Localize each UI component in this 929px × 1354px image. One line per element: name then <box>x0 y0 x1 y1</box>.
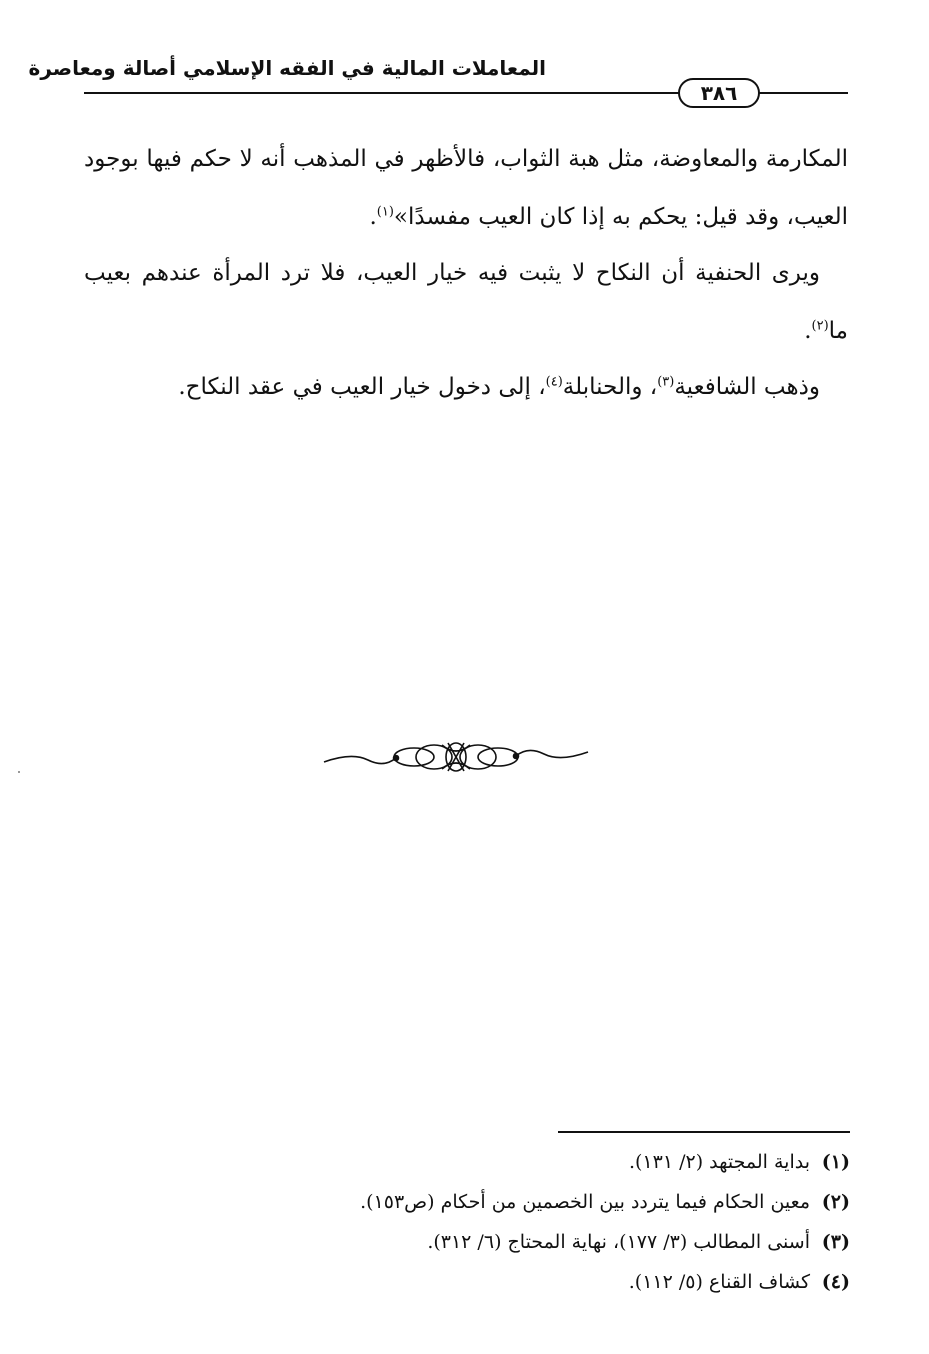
footnote-ref-4[interactable]: (٤) <box>545 374 563 390</box>
footnote-text: كشاف القناع (٥/ ١١٢). <box>628 1271 810 1293</box>
paragraph-2-text: ويرى الحنفية أن النكاح لا يثبت فيه خيار العيب، فلا ترد المرأة عندهم بعيب ما <box>84 260 848 344</box>
footnote-separator <box>558 1131 850 1133</box>
footnote-item <box>200 1222 850 1262</box>
footnote-text: معين الحكام فيما يتردد بين الخصمين من أحكام (ص١٥٣). <box>360 1191 810 1213</box>
footnote-number: (٤) <box>821 1271 850 1293</box>
footnote-item <box>200 1182 850 1222</box>
footnote-text: أسنى المطالب (٣/ ١٧٧)، نهاية المحتاج (٦/ ٣١٢). <box>427 1231 810 1253</box>
footnote-ref-2[interactable]: (٢) <box>811 318 829 334</box>
running-header-title: المعاملات المالية في الفقه الإسلامي أصالة ومعاصرة <box>28 56 546 80</box>
footnote-item <box>200 1142 850 1182</box>
paragraph-3-text-c: ، إلى دخول خيار العيب في عقد النكاح. <box>178 374 546 400</box>
footnote-text: بداية المجتهد (٢/ ١٣١). <box>628 1151 810 1173</box>
paragraph-1-text: المكارمة والمعاوضة، مثل هبة الثواب، فالأظهر في المذهب أنه لا حكم فيها بوجود العيب، وقد قيل: يحكم به إذا كان العيب مفسدًا» <box>84 146 848 230</box>
paragraph-3-text-b: ، والحنابلة <box>562 374 658 400</box>
paragraph-1-end: . <box>369 204 377 230</box>
ornament-divider-icon <box>322 740 590 774</box>
paragraph-2-end: . <box>804 318 812 344</box>
footnote-ref-1[interactable]: (١) <box>376 204 394 220</box>
footnote-number: (٣) <box>821 1231 850 1253</box>
footnote-number: (٢) <box>821 1191 850 1213</box>
footnote-number: (١) <box>821 1151 850 1173</box>
paragraph-3 <box>84 358 848 416</box>
paragraph-2 <box>84 244 848 360</box>
paragraph-3-text-a: وذهب الشافعية <box>674 374 820 400</box>
footnote-ref-3[interactable]: (٣) <box>657 374 675 390</box>
footnotes-list <box>200 1142 850 1302</box>
scan-speck <box>18 771 20 773</box>
page-number: ٣٨٦ <box>678 78 760 108</box>
paragraph-1 <box>84 130 848 246</box>
footnote-item <box>200 1262 850 1302</box>
